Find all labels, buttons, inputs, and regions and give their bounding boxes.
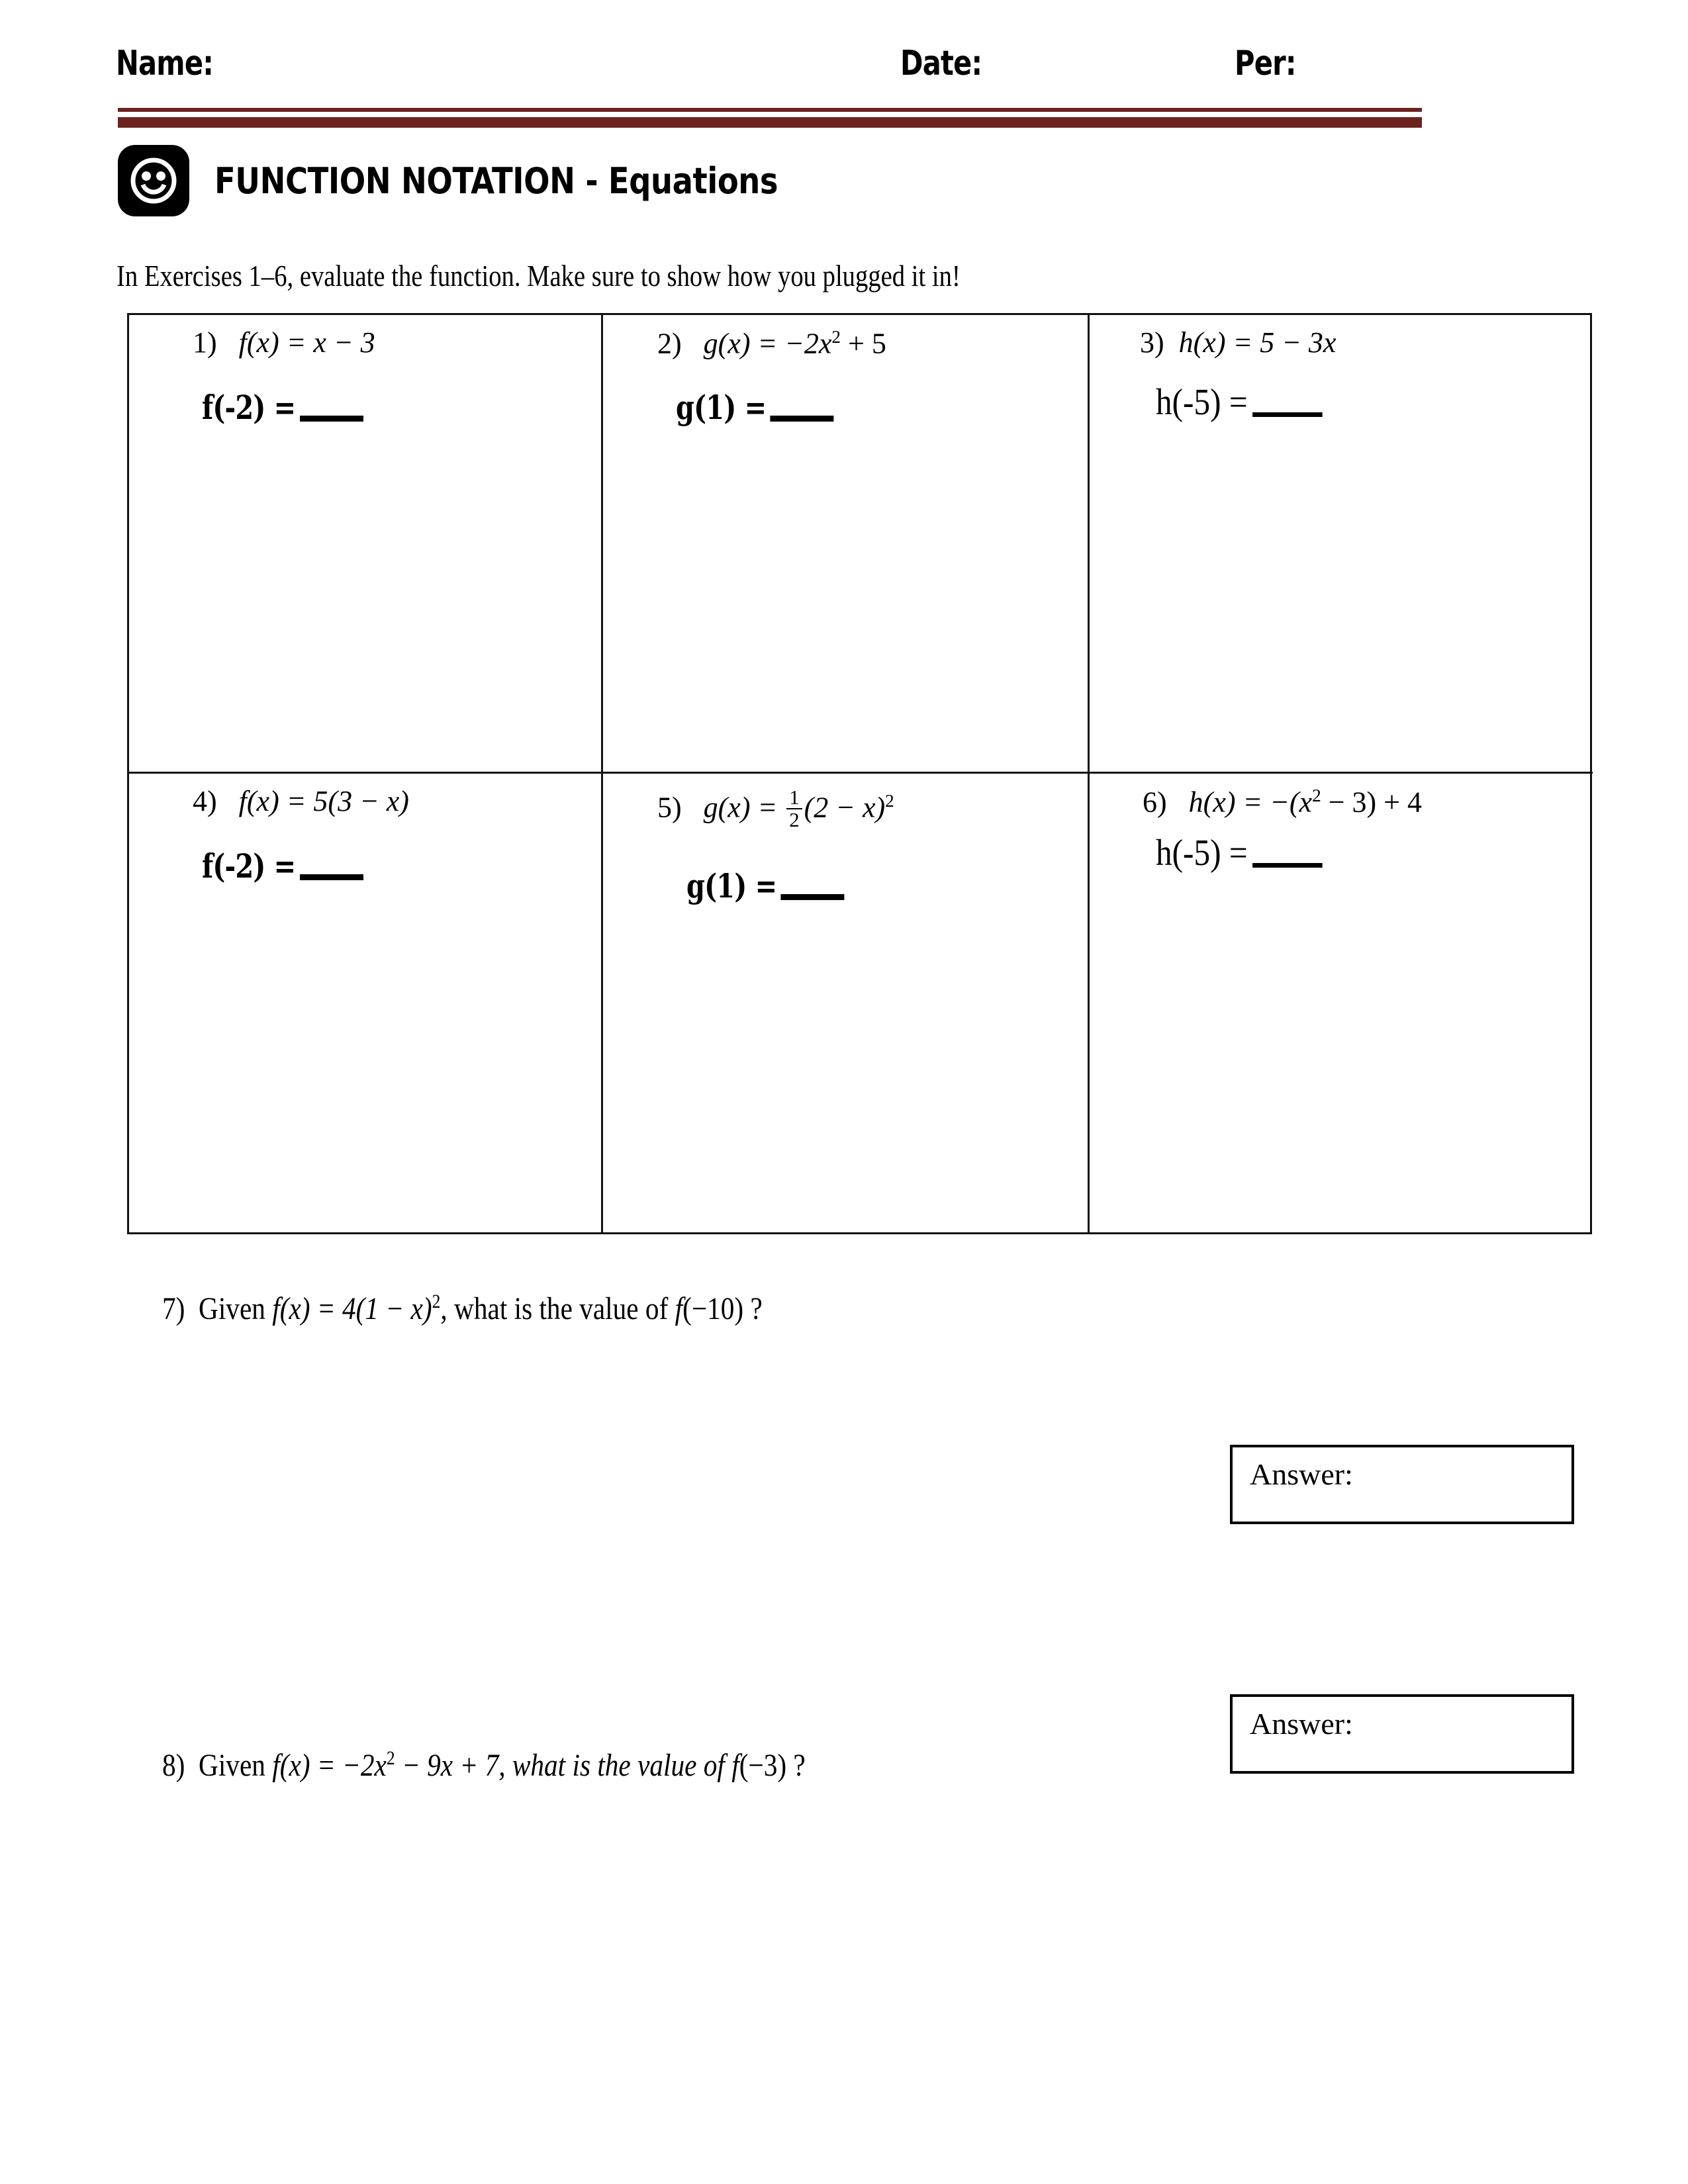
problem-3-equation: 3) h(x) = 5 − 3x bbox=[1140, 326, 1336, 359]
problem-4-answer-blank[interactable] bbox=[300, 874, 363, 880]
problem-1-eval: f(-2) = bbox=[202, 388, 363, 427]
problem-6-answer-blank[interactable] bbox=[1252, 863, 1323, 868]
problem-cell-4 bbox=[129, 774, 603, 1232]
answer-label-8: Answer: bbox=[1250, 1707, 1353, 1741]
page-title: FUNCTION NOTATION - Equations bbox=[214, 159, 778, 202]
problem-1-answer-blank[interactable] bbox=[300, 416, 363, 422]
worksheet-title-block bbox=[118, 144, 870, 217]
question-7: 7) Given $f(x) = 4(1 - x)^2$, what is the value of f(−10) ? bbox=[162, 1291, 763, 1326]
problem-5-answer-blank[interactable] bbox=[781, 894, 845, 900]
answer-box-7[interactable] bbox=[1230, 1445, 1574, 1524]
date-label: Date: bbox=[900, 44, 982, 83]
problem-cell-6 bbox=[1090, 774, 1593, 1232]
problem-4-equation: 4) f(x) = 5(3 − x) bbox=[193, 785, 409, 817]
header-rule-thick bbox=[118, 117, 1422, 128]
student-info-header bbox=[0, 46, 1688, 99]
problem-6-eval: h(-5) = bbox=[1156, 832, 1322, 874]
question-8: 8) Given $f(x) = -2x^2 - 9x + 7$, what is the value of f(−3) ? bbox=[162, 1747, 806, 1783]
problem-3-answer-blank[interactable] bbox=[1252, 412, 1323, 417]
problem-4-eval: f(-2) = bbox=[202, 846, 363, 886]
problem-2-answer-blank[interactable] bbox=[771, 416, 834, 422]
fraction-one-half: $\frac{1}{2}$ bbox=[786, 787, 802, 831]
problem-5-eval: g(1) = bbox=[686, 866, 845, 905]
answer-box-8[interactable] bbox=[1230, 1694, 1574, 1774]
problem-cell-1 bbox=[129, 315, 603, 774]
period-label: Per: bbox=[1235, 44, 1296, 83]
smiley-face-icon bbox=[118, 145, 189, 216]
problem-2-eval: g(1) = bbox=[676, 388, 834, 427]
problem-6-equation: 6) $h(x) = -(x^2 - 3) + 4$ bbox=[1143, 786, 1422, 819]
problem-3-eval: h(-5) = bbox=[1156, 381, 1322, 424]
instructions-text: In Exercises 1–6, evaluate the function. Make sure to show how you plugged it in! bbox=[117, 259, 961, 293]
problem-5-equation: 5) g(x) = $\frac{1}{2}$ $(2 - x)^2$ bbox=[657, 786, 894, 832]
problem-2-equation: 2) $g(x) = -2x^2 + 5$ bbox=[657, 327, 886, 360]
problems-table bbox=[127, 313, 1592, 1234]
problem-cell-2 bbox=[603, 315, 1090, 774]
header-rule-thin bbox=[118, 108, 1422, 112]
answer-label-7: Answer: bbox=[1250, 1457, 1353, 1491]
problem-1-equation: 1) f(x) = x − 3 bbox=[193, 326, 375, 359]
problem-cell-5 bbox=[603, 774, 1090, 1232]
name-label: Name: bbox=[116, 44, 214, 83]
problem-cell-3 bbox=[1090, 315, 1593, 774]
